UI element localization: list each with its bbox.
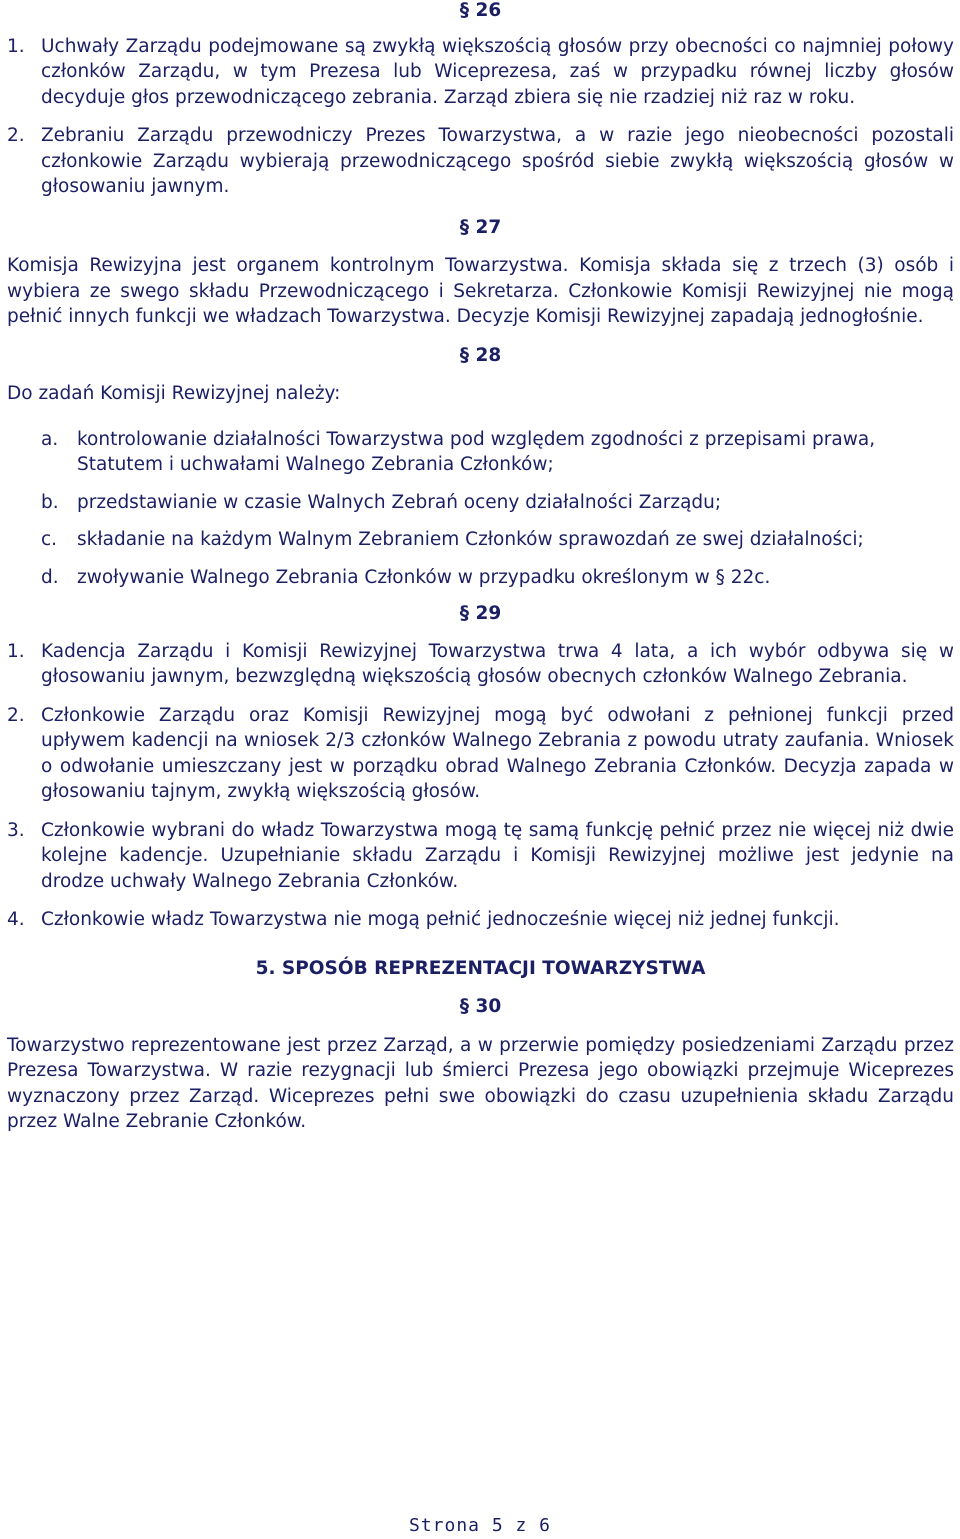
s29-item-2-text: Członkowie Zarządu oraz Komisji Rewizyjnej mogą być odwołani z pełnionej funkcji przed upływem kadencji na wniosek 2/3 członków Walnego Zebrania z powodu utraty zaufania. Wniosek o odwołanie umieszczany jest w porządku obrad Walnego Zebrania Członków. Decyzja zapada w głosowaniu tajnym, zwykłą większością głosów. xyxy=(41,704,954,802)
s26-item-2-text: Zebraniu Zarządu przewodniczy Prezes Towarzystwa, a w razie jego nieobecności pozostali członkowie Zarządu wybierają przewodniczącego spośród siebie zwykłą większością głosów w głosowaniu jawnym. xyxy=(41,125,954,197)
s28-item-c xyxy=(7,527,954,553)
s29-item-1-text: Kadencja Zarządu i Komisji Rewizyjnej Towarzystwa trwa 4 lata, a ich wybór odbywa się w głosowaniu jawnym, bezwzględną większością głosów obecnych członków Walnego Zebrania. xyxy=(41,640,954,687)
s26-item-1 xyxy=(7,34,954,111)
s28-item-d-text: zwoływanie Walnego Zebrania Członków w przypadku określonym w § 22c. xyxy=(77,566,771,588)
s29-item-1-number: 1. xyxy=(7,640,25,662)
section-29-heading: § 29 xyxy=(459,603,502,624)
s28-item-d xyxy=(7,565,954,591)
chapter-5-title: 5. SPOSÓB REPREZENTACJI TOWARZYSTWA xyxy=(255,957,706,979)
s28-item-b xyxy=(7,490,954,516)
s28-item-a-letter: a. xyxy=(41,428,59,450)
s29-item-2-number: 2. xyxy=(7,704,25,726)
s28-item-b-text: przedstawianie w czasie Walnych Zebrań oceny działalności Zarządu; xyxy=(77,491,722,513)
section-30-heading: § 30 xyxy=(459,996,502,1017)
s27-paragraph: Komisja Rewizyjna jest organem kontrolnym Towarzystwa. Komisja składa się z trzech (3) osób i wybiera ze swego składu Przewodniczącego i Sekretarza. Członkowie Komisji Rewizyjnej nie mogą pełnić innych funkcji we władzach Towarzystwa. Decyzje Komisji Rewizyjnej zapadają jednogłośnie. xyxy=(7,255,954,327)
s26-item-2-number: 2. xyxy=(7,125,25,146)
s26-item-1-number: 1. xyxy=(7,35,25,57)
s29-item-3-number: 3. xyxy=(7,819,25,841)
s28-intro: Do zadań Komisji Rewizyjnej należy: xyxy=(7,383,341,404)
s29-item-3-text: Członkowie wybrani do władz Towarzystwa mogą tę samą funkcję pełnić przez nie więcej niż dwie kolejne kadencje. Uzupełnianie składu Zarządu i Komisji Rewizyjnej możliwe jest jedynie na drodze uchwały Walnego Zebrania Członków. xyxy=(41,819,954,892)
s28-item-c-letter: c. xyxy=(41,529,58,550)
s26-item-1-text: Uchwały Zarządu podejmowane są zwykłą większością głosów przy obecności co najmniej połowy członków Zarządu, w tym Prezesa lub Wiceprezesa, zaś w przypadku równej liczby głosów decyduje głos przewodniczącego zebrania. Zarząd zbiera się nie rzadziej niż raz w roku. xyxy=(41,35,954,108)
s28-item-b-letter: b. xyxy=(41,491,59,513)
s29-item-2 xyxy=(7,703,954,805)
section-26-heading: § 26 xyxy=(459,0,502,21)
s30-paragraph: Towarzystwo reprezentowane jest przez Zarząd, a w przerwie pomiędzy posiedzeniami Zarządu przez Prezesa Towarzystwa. W razie rezygnacji lub śmierci Prezesa jego obowiązki przejmuje Wiceprezes wyznaczony przez Zarząd. Wiceprezes pełni swe obowiązki do czasu uzupełnienia składu Zarządu przez Walne Zebranie Członków. xyxy=(7,1034,954,1132)
s29-item-1 xyxy=(7,639,954,690)
s29-item-4-text: Członkowie władz Towarzystwa nie mogą pełnić jednocześnie więcej niż jednej funkcji. xyxy=(41,909,840,930)
s28-item-c-text: składanie na każdym Walnym Zebraniem Członków sprawozdań ze swej działalności; xyxy=(77,529,864,550)
s28-item-a xyxy=(7,427,954,478)
section-27-heading: § 27 xyxy=(459,216,502,238)
s26-item-2 xyxy=(7,123,954,200)
section-28-heading: § 28 xyxy=(459,344,502,366)
document-page xyxy=(7,0,954,1135)
s28-item-a-text: kontrolowanie działalności Towarzystwa pod względem zgodności z przepisami prawa, Statutem i uchwałami Walnego Zebrania Członków; xyxy=(77,428,876,475)
page-footer: Strona 5 z 6 xyxy=(408,1515,552,1536)
s28-item-d-letter: d. xyxy=(41,566,59,588)
s29-item-4 xyxy=(7,907,954,933)
s29-item-3 xyxy=(7,818,954,895)
s29-item-4-number: 4. xyxy=(7,909,25,930)
